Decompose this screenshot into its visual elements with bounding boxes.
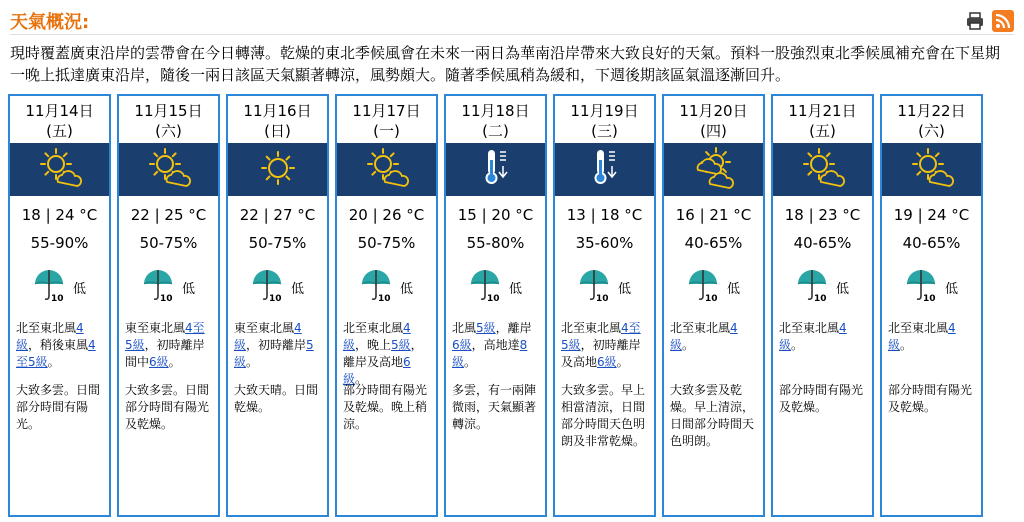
umbrella-icon[interactable] xyxy=(469,268,503,306)
wind-text: 北至東北風 xyxy=(670,321,731,335)
humidity-range: 35-60% xyxy=(575,234,634,252)
sun-cloud-icon[interactable] xyxy=(801,146,845,194)
wind-description xyxy=(555,320,654,378)
wind-text: 北至東北風 xyxy=(779,321,840,335)
cold-thermometer-icon[interactable] xyxy=(583,146,627,194)
forecast-date-label: 11月20日 xyxy=(679,102,748,120)
sun-cloud-icon[interactable] xyxy=(365,146,409,194)
weather-description: 部分時間有陽光及乾燥。晚上稍涼。 xyxy=(343,383,428,431)
forecast-day xyxy=(226,94,329,517)
forecast-date xyxy=(119,101,218,143)
forecast-date-label: 11月18日 xyxy=(461,102,530,120)
umbrella-icon[interactable] xyxy=(360,268,394,306)
forecast-date xyxy=(337,101,436,143)
wind-text: 。 xyxy=(47,355,60,369)
forecast-date xyxy=(773,101,872,143)
humidity-range: 40-65% xyxy=(902,234,961,252)
wind-force-link[interactable]: 4級 xyxy=(670,321,738,352)
forecast-date-label: 11月15日 xyxy=(134,102,203,120)
wind-force-link[interactable]: 4級 xyxy=(16,321,84,352)
forecast-date xyxy=(10,101,109,143)
sunny-icon[interactable] xyxy=(256,146,300,194)
wind-force-link[interactable]: 4級 xyxy=(234,321,302,352)
forecast-day xyxy=(880,94,983,517)
umbrella-icon[interactable] xyxy=(251,268,285,306)
umbrella-icon[interactable] xyxy=(687,268,721,306)
weather-summary: 現時覆蓋廣東沿岸的雲帶會在今日轉薄。乾燥的東北季候風會在未來一兩日為華南沿岸帶來大致良好的天氣。預料一股強烈東北季候風補充會在下星期一晚上抵達廣東沿岸，隨後一兩日該區天氣顯著轉涼，風勢頗大。隨著季候風稍為緩和，下週後期該區氣溫逐漸回升。 xyxy=(10,44,1001,84)
wind-force-link[interactable]: 5級 xyxy=(476,321,496,335)
wind-description xyxy=(119,320,218,378)
rain-probability xyxy=(882,270,981,304)
wind-text: 北至東北風 xyxy=(888,321,949,335)
wind-text: 。 xyxy=(168,355,181,369)
wind-force-link[interactable]: 6級 xyxy=(597,355,617,369)
weather-icon-band xyxy=(664,143,763,196)
forecast-weekday: (四) xyxy=(700,122,727,140)
rain-probability-level: 低 xyxy=(944,281,958,297)
wind-force-link[interactable]: 5級 xyxy=(234,338,314,369)
forecast-day xyxy=(444,94,547,517)
forecast-day xyxy=(662,94,765,517)
forecast-weekday: (五) xyxy=(809,122,836,140)
rain-probability xyxy=(446,270,545,304)
wind-text: 東至東北風 xyxy=(125,321,186,335)
weather-icon-band xyxy=(882,143,981,196)
temperature-range: 16 | 21 °C xyxy=(675,206,752,224)
temperature-range: 18 | 23 °C xyxy=(784,206,861,224)
wind-force-link[interactable]: 4級 xyxy=(343,321,411,352)
weather-icon-band xyxy=(773,143,872,196)
humidity-range: 50-75% xyxy=(357,234,416,252)
svg-text:10: 10 xyxy=(50,294,64,302)
forecast-date-label: 11月14日 xyxy=(25,102,94,120)
weather-description: 大致多雲及乾燥。早上清涼，日間部分時間天色明朗。 xyxy=(670,383,755,448)
weather-description: 大致天晴。日間乾燥。 xyxy=(234,383,319,414)
wind-force-link[interactable]: 4級 xyxy=(779,321,847,352)
svg-text:10: 10 xyxy=(813,294,827,302)
wind-text: ，稍後東風 xyxy=(28,338,89,352)
wind-force-link[interactable]: 4至5級 xyxy=(125,321,205,352)
sun-cloud-icon[interactable] xyxy=(38,146,82,194)
rss-icon xyxy=(995,13,1011,29)
rain-probability xyxy=(555,270,654,304)
forecast-weekday: (一) xyxy=(373,122,400,140)
forecast-date xyxy=(882,101,981,143)
forecast-weekday: (二) xyxy=(482,122,509,140)
umbrella-icon[interactable] xyxy=(905,268,939,306)
svg-text:10: 10 xyxy=(704,294,718,302)
humidity-range: 55-90% xyxy=(30,234,89,252)
forecast-weekday: (三) xyxy=(591,122,618,140)
header-actions xyxy=(964,10,1014,32)
weather-description: 大致多雲。日間部分時間有陽光及乾燥。 xyxy=(125,383,210,431)
forecast-weekday: (日) xyxy=(264,122,291,140)
svg-text:10: 10 xyxy=(486,294,500,302)
rain-probability-level: 低 xyxy=(72,281,86,297)
humidity-range: 55-80% xyxy=(466,234,525,252)
wind-text: ，初時離岸 xyxy=(246,338,307,352)
wind-text: 。 xyxy=(464,355,477,369)
wind-text: 北至東北風 xyxy=(561,321,622,335)
rain-probability-level: 低 xyxy=(726,281,740,297)
rain-probability xyxy=(228,270,327,304)
forecast-day xyxy=(8,94,111,517)
wind-text: 。 xyxy=(900,338,913,352)
forecast-days xyxy=(8,94,983,517)
svg-text:10: 10 xyxy=(595,294,609,302)
forecast-day xyxy=(335,94,438,517)
rain-probability-level: 低 xyxy=(290,281,304,297)
forecast-date-label: 11月22日 xyxy=(897,102,966,120)
header xyxy=(10,6,1014,35)
wind-force-link[interactable]: 6級 xyxy=(452,338,472,352)
rain-probability-level: 低 xyxy=(181,281,195,297)
forecast-weekday: (五) xyxy=(46,122,73,140)
page-title: 天氣概況: xyxy=(10,12,90,33)
humidity-range: 50-75% xyxy=(139,234,198,252)
umbrella-icon[interactable] xyxy=(796,268,830,306)
forecast-date xyxy=(555,101,654,143)
rss-button[interactable] xyxy=(992,10,1014,32)
rain-probability xyxy=(664,270,763,304)
wind-description xyxy=(882,320,981,378)
weather-description: 部分時間有陽光及乾燥。 xyxy=(888,383,973,414)
wind-text: ，離岸及高地 xyxy=(343,338,423,369)
rain-probability-level: 低 xyxy=(617,281,631,297)
temperature-range: 19 | 24 °C xyxy=(893,206,970,224)
wind-text: 北風 xyxy=(452,321,477,335)
rain-probability-level: 低 xyxy=(508,281,522,297)
weather-description: 大致多雲。日間部分時間有陽光。 xyxy=(16,383,101,431)
svg-text:10: 10 xyxy=(159,294,173,302)
weather-icon-band xyxy=(555,143,654,196)
forecast-weekday: (六) xyxy=(918,122,945,140)
print-button[interactable] xyxy=(964,10,986,32)
forecast-date-label: 11月17日 xyxy=(352,102,421,120)
temperature-range: 20 | 26 °C xyxy=(348,206,425,224)
wind-text: ，離岸 xyxy=(495,321,532,335)
wind-force-link[interactable]: 8級 xyxy=(452,338,528,369)
wind-text: ，晚上 xyxy=(355,338,392,352)
wind-text: 北至東北風 xyxy=(16,321,77,335)
humidity-range: 40-65% xyxy=(793,234,852,252)
cold-thermometer-icon[interactable] xyxy=(474,146,518,194)
weather-icon-band xyxy=(10,143,109,196)
weather-description: 部分時間有陽光及乾燥。 xyxy=(779,383,864,414)
sun-cloud-icon[interactable] xyxy=(910,146,954,194)
wind-text: 。 xyxy=(355,372,368,386)
weather-description: 大致多雲。早上相當清涼，日間部分時間天色明朗及非常乾燥。 xyxy=(561,383,646,448)
forecast-day xyxy=(771,94,874,517)
wind-description xyxy=(10,320,109,378)
forecast-weekday: (六) xyxy=(155,122,182,140)
weather-icon-band xyxy=(337,143,436,196)
temperature-range: 15 | 20 °C xyxy=(457,206,534,224)
rain-probability xyxy=(773,270,872,304)
forecast-date-label: 11月21日 xyxy=(788,102,857,120)
wind-text: ，高地達 xyxy=(471,338,520,352)
forecast-date-label: 11月19日 xyxy=(570,102,639,120)
rain-probability-level: 低 xyxy=(835,281,849,297)
forecast-day xyxy=(553,94,656,517)
wind-description xyxy=(773,320,872,378)
forecast-date xyxy=(446,101,545,143)
svg-text:10: 10 xyxy=(922,294,936,302)
temperature-range: 18 | 24 °C xyxy=(21,206,98,224)
weather-icon-band xyxy=(446,143,545,196)
weather-icon-band xyxy=(119,143,218,196)
wind-text: 。 xyxy=(682,338,695,352)
wind-text: 。 xyxy=(616,355,629,369)
forecast-day xyxy=(117,94,220,517)
sun-cloud-icon[interactable] xyxy=(147,146,191,194)
wind-text: 。 xyxy=(246,355,259,369)
wind-force-link[interactable]: 5級 xyxy=(391,338,411,352)
wind-force-link[interactable]: 4至5級 xyxy=(16,338,96,369)
cloud-sun-icon[interactable] xyxy=(692,146,736,194)
rain-probability-level: 低 xyxy=(399,281,413,297)
wind-text: ，初時離岸及高地 xyxy=(561,338,641,369)
wind-force-link[interactable]: 4至5級 xyxy=(561,321,641,352)
wind-description xyxy=(446,320,545,378)
temperature-range: 22 | 25 °C xyxy=(130,206,207,224)
rain-probability xyxy=(119,270,218,304)
wind-text: ，初時離岸間中 xyxy=(125,338,205,369)
wind-force-link[interactable]: 4級 xyxy=(888,321,956,352)
humidity-range: 40-65% xyxy=(684,234,743,252)
wind-description xyxy=(228,320,327,378)
forecast-date-label: 11月16日 xyxy=(243,102,312,120)
svg-text:10: 10 xyxy=(377,294,391,302)
wind-text: 北至東北風 xyxy=(343,321,404,335)
wind-text: 東至東北風 xyxy=(234,321,295,335)
weather-icon-band xyxy=(228,143,327,196)
umbrella-icon[interactable] xyxy=(578,268,612,306)
forecast-date xyxy=(228,101,327,143)
forecast-date xyxy=(664,101,763,143)
wind-description xyxy=(664,320,763,378)
rain-probability xyxy=(10,270,109,304)
wind-text: 。 xyxy=(791,338,804,352)
rain-probability xyxy=(337,270,436,304)
temperature-range: 22 | 27 °C xyxy=(239,206,316,224)
umbrella-icon[interactable] xyxy=(33,268,67,306)
wind-force-link[interactable]: 6級 xyxy=(343,355,411,386)
weather-description: 多雲，有一兩陣微雨，天氣顯著轉涼。 xyxy=(452,383,537,431)
printer-icon xyxy=(965,11,985,31)
humidity-range: 50-75% xyxy=(248,234,307,252)
wind-description xyxy=(337,320,436,386)
svg-text:10: 10 xyxy=(268,294,282,302)
wind-force-link[interactable]: 6級 xyxy=(149,355,169,369)
temperature-range: 13 | 18 °C xyxy=(566,206,643,224)
umbrella-icon[interactable] xyxy=(142,268,176,306)
